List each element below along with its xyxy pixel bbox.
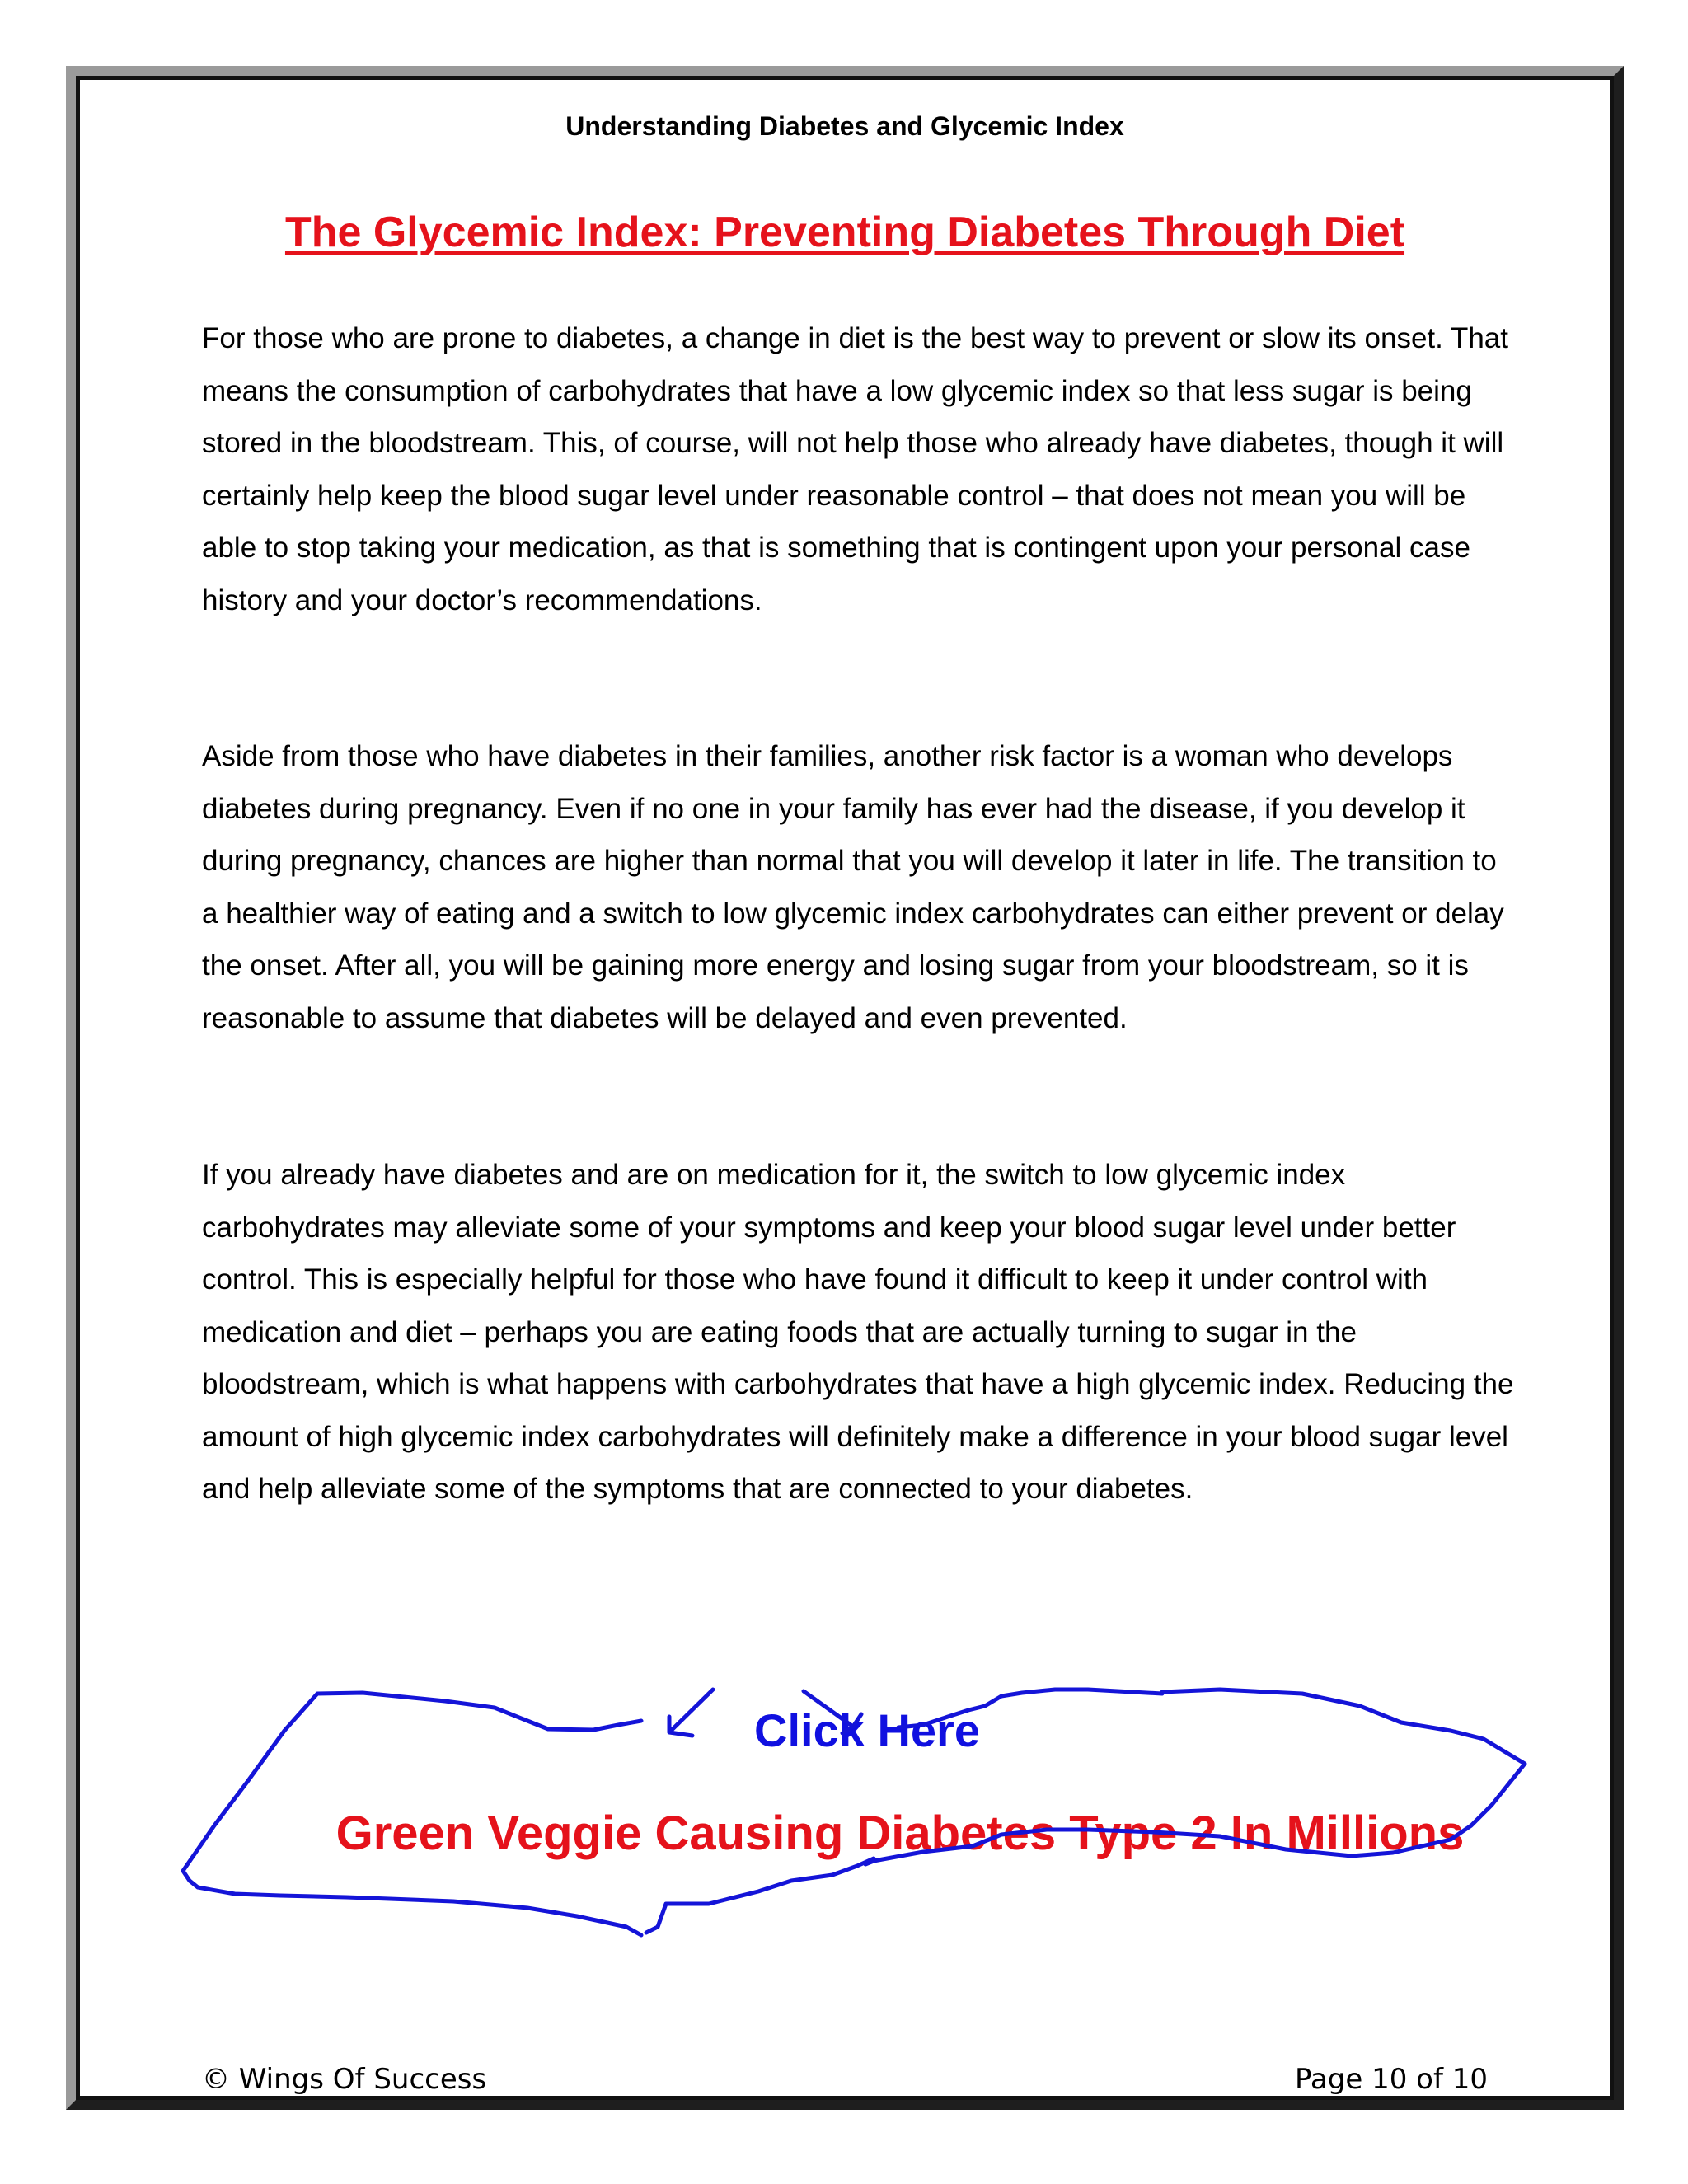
- footer-copyright: © Wings Of Success: [202, 2063, 487, 2096]
- running-header: Understanding Diabetes and Glycemic Index: [565, 111, 1124, 141]
- click-here-label: Click Here: [754, 1704, 980, 1756]
- promo-link[interactable]: Green Veggie Causing Diabetes Type 2 In Millions: [335, 1807, 1465, 1860]
- paragraph: For those who are prone to diabetes, a change in diet is the best way to prevent or slow its onset. That means the consumption of carbohydrates that have a low glycemic index so that less sugar is being stored in the bloodstream. This, of course, will not help those who already have diabetes, though it will certainly help keep the blood sugar level under reasonable control – that does not mean you will be able to stop taking your medication, as that is something that is contingent upon your personal case history and your doctor’s recommendations.: [202, 322, 1508, 616]
- page-frame: [66, 66, 1624, 2110]
- article-title: The Glycemic Index: Preventing Diabetes Through Diet: [284, 209, 1405, 256]
- paragraph: If you already have diabetes and are on medication for it, the switch to low glycemic index carbohydrates may alleviate some of your symptoms and keep your blood sugar level under better control. This is especially helpful for those who have found it difficult to keep it under control with medication and diet – perhaps you are eating foods that are actually turning to sugar in the bloodstream, which is what happens with carbohydrates that have a high glycemic index. Reducing the amount of high glycemic index carbohydrates will definitely make a difference in your blood sugar level and help alleviate some of the symptoms that are connected to your diabetes.: [202, 1159, 1514, 1505]
- page-content: [76, 76, 1614, 2100]
- footer-page-number: Page 10 of 10: [1294, 2063, 1488, 2096]
- click-here-annotation: [80, 1704, 1629, 1757]
- paragraph: Aside from those who have diabetes in their families, another risk factor is a woman who develops diabetes during pregnancy. Even if no one in your family has ever had the disease, if you develop it during pregnancy, chances are higher than normal that you will develop it later in life. The transition to a healthier way of eating and a switch to low glycemic index carbohydrates can either prevent or delay the onset. After all, you will be gaining more energy and losing sugar from your bloodstream, so it is reasonable to assume that diabetes will be delayed and even prevented.: [202, 740, 1504, 1034]
